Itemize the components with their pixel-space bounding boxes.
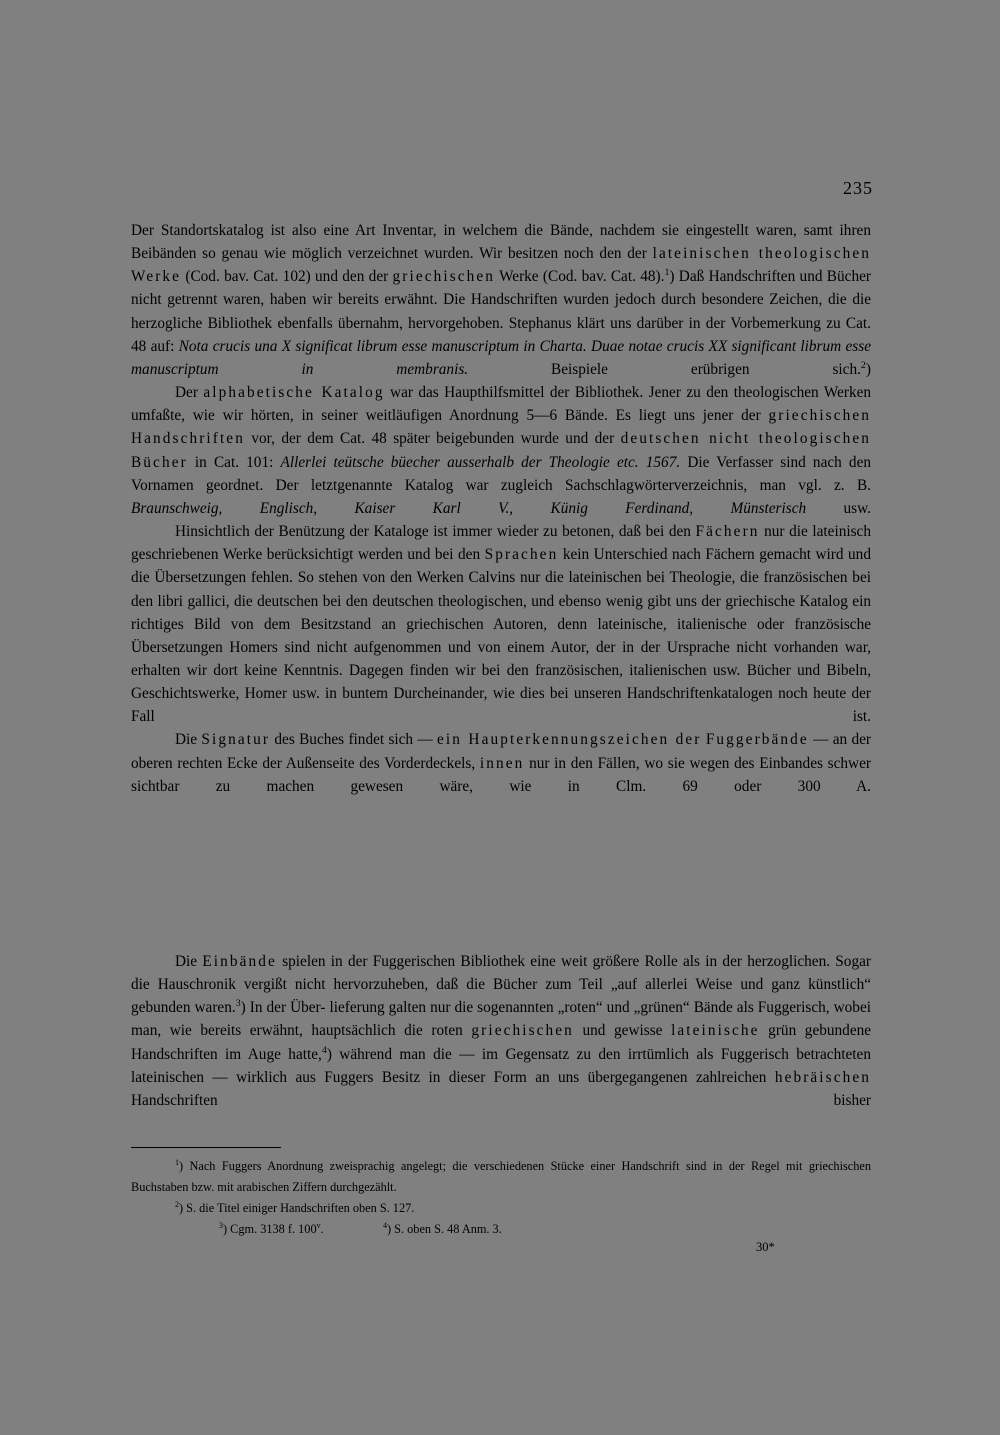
spaced-term: alphabetische Katalog <box>203 384 385 402</box>
text-line: Die <box>175 731 198 749</box>
text-line: war das Haupthilfsmittel der Bibliothek. Jener zu <box>390 384 701 402</box>
text-line: usw. <box>843 499 872 517</box>
footnote-text: . <box>320 1222 324 1236</box>
text-line: gewesen wäre, wie in Clm. 69 oder 300 A. <box>350 777 871 795</box>
spaced-term: hebräischen <box>774 1068 871 1086</box>
paragraph-benuetzung <box>131 520 871 728</box>
page-number: 235 <box>843 178 873 198</box>
spaced-term: lateinischen theologischen Werke <box>131 245 871 286</box>
text-line: gibt uns der griechische Katalog ein richtiges Bild von dem Besitzstand an griechischen <box>131 592 871 633</box>
spaced-term: griechischen <box>392 268 496 286</box>
text-line: man vgl. z. B. <box>759 476 871 494</box>
footnote-text: ) Nach Fuggers Anordnung zweisprachig angelegt; die verschiedenen Stücke einer Handschrift <box>179 1159 680 1173</box>
footnote-mark: 4 <box>383 1220 387 1230</box>
keyword-examples: Braunschweig, Englisch, Kaiser Karl V., Künig Ferdinand, Münsterisch <box>131 499 807 517</box>
text-line: in der herzoglichen. Sogar die Hauschronik vergißt nicht hervorzuheben, daß die Bücher <box>131 953 871 994</box>
spaced-term: lateinische <box>671 1022 760 1040</box>
text-line: ) <box>865 360 871 378</box>
text-line: ) Daß Handschriften und Bücher <box>669 268 871 286</box>
text-line: bei den libri gallici, die deutschen bei den deutschen theologischen, und ebenso wenig <box>131 569 871 610</box>
footnote-separator <box>131 1147 281 1148</box>
text-line: Stephanus klärt uns darüber in der Vorbemerkung zu Cat. 48 auf: <box>131 314 871 355</box>
text-line: Der <box>175 384 198 402</box>
paragraph-signatur <box>131 728 871 797</box>
paragraph-alphabetischer-katalog <box>131 381 871 520</box>
text-line: aufgenommen und von einem Autor, der in der Ursprache nicht vorhanden war, erhalten <box>131 638 872 679</box>
text-line: 5—6 Bände. Es liegt uns jener der <box>526 407 761 425</box>
paragraph-standortskatalog <box>131 219 871 381</box>
text-line: Die <box>175 953 198 970</box>
text-line: vor, der dem Cat. 48 <box>251 430 387 448</box>
text-line: in dieser Form an uns übergegangenen zahlreichen <box>428 1068 767 1086</box>
footnote-ref: 2 <box>860 359 866 371</box>
text-line: Autoren, denn lateinische, italienische oder französische Übersetzungen Homers sind nicht <box>131 615 872 656</box>
text-line: Vornamen geordnet. Der letztgenannte Katalog war zugleich Sachschlagwörterverzeichnis, <box>131 476 748 494</box>
main-text-lower <box>131 950 871 1112</box>
main-text-upper <box>131 219 871 798</box>
footnote-ref: 3 <box>235 998 241 1010</box>
text-line: unseren Handschriftenkatalogen noch heute der Fall ist. <box>131 685 871 726</box>
footnote-2 <box>131 1198 871 1219</box>
text-line: Werke (Cod. bav. Cat. 48). <box>499 268 665 286</box>
text-line: man, wie bereits erwähnt, hauptsächlich die roten <box>131 1022 463 1040</box>
text-line: Bücher und Bibeln, Geschichtswerke, Homer usw. in buntem Durcheinander, wie dies bei <box>131 661 872 703</box>
footnotes <box>131 1156 871 1240</box>
text-line: nur in den Fällen, wo sie wegen des Einbandes schwer sichtbar zu machen <box>131 754 871 795</box>
spaced-term: Fächern <box>695 523 760 541</box>
footnote-mark: 3 <box>219 1220 223 1230</box>
latin-quote: Nota crucis una X <box>178 337 292 355</box>
text-line: in Cat. 101: <box>194 453 274 471</box>
spaced-term: ein Haupterkennungszeichen der <box>437 731 702 749</box>
text-line: den theologischen Werken umfaßte, wie wir hörten, in seiner weitläufigen Anordnung <box>131 384 872 425</box>
text-line: Der Standortskatalog ist also eine Art Inventar, in welchem die Bände, nachdem sie <box>131 222 679 239</box>
text-line: — an der oberen rechten Ecke der Außenseite des Vorderdeckels, <box>131 731 872 772</box>
footnote-ref: 4 <box>321 1044 327 1056</box>
footnote-ref: 1 <box>664 267 670 279</box>
text-line: Wir besitzen noch den der <box>479 245 647 263</box>
text-line: des Buches findet sich — <box>274 731 433 749</box>
spaced-term: Einbände <box>202 953 277 970</box>
text-line: (Cod. bav. Cat. 102) <box>185 268 311 286</box>
text-line: wir dort keine Kenntnis. Dagegen finden wir bei den französischen, italienischen usw. <box>186 661 741 679</box>
footnote-text: ) Cgm. 3138 f. 100 <box>223 1222 317 1236</box>
footnote-4 <box>383 1222 502 1236</box>
text-line: besondere Zeichen, die die herzogliche Bibliothek ebenfalls übernahm, hervorgehoben. <box>131 291 872 332</box>
catalog-title: Allerlei teütsche büecher ausserhalb der Theologie etc. 1567. <box>280 453 681 471</box>
folio-verso-mark: v <box>316 1220 321 1230</box>
text-line: Die Verfasser sind nach den <box>687 453 872 471</box>
text-line: kein Unterschied nach Fächern gemacht wird und die Übersetzungen fehlen. <box>131 546 871 587</box>
paragraph-einbaende <box>131 950 871 1112</box>
footnote-1 <box>131 1156 871 1198</box>
text-line: nur die lateinisch geschriebenen Werke berücksichtigt werden und bei den <box>131 523 871 564</box>
latin-quote: esse manuscriptum in membranis. <box>131 337 871 378</box>
spaced-term: deutschen nicht theologischen Bücher <box>131 430 872 471</box>
text-line: Hinsichtlich der Benützung der Kataloge ist immer wieder zu betonen, daß bei den <box>175 523 691 541</box>
spaced-term: Fuggerbände <box>705 731 809 749</box>
footnote-3 <box>175 1219 383 1240</box>
text-line: Handschriften bisher <box>131 1091 871 1109</box>
text-line: nicht getrennt waren, haben wir bereits erwähnt. Die Handschriften wurden jedoch durch <box>131 291 696 309</box>
footnote-3-4 <box>131 1219 871 1240</box>
signature-mark: 30* <box>756 1240 775 1254</box>
text-line: und gewisse <box>582 1022 663 1040</box>
text-line: grün gebundene Handschriften im Auge hatte, <box>131 1022 872 1063</box>
text-line: ) während man die — im Gegensatz zu <box>326 1045 591 1063</box>
text-line: später beigebunden wurde und der <box>393 430 615 448</box>
footnote-text: ) S. die Titel einiger Handschriften oben S. 127. <box>179 1201 415 1215</box>
text-line: den irrtümlich als Fuggerisch betrachteten lateinischen — wirklich aus Fuggers Besitz <box>131 1045 871 1086</box>
spaced-term: Signatur <box>201 731 271 749</box>
text-line: Beispiele erübrigen sich. <box>551 360 861 378</box>
text-line: ) In der Über- <box>240 999 326 1017</box>
spaced-term: Sprachen <box>484 546 559 564</box>
text-line: spielen in der Fuggerischen Bibliothek eine weit größere Rolle als <box>282 953 700 970</box>
footnote-mark: 1 <box>175 1157 179 1167</box>
text-line: lieferung galten nur die sogenannten „roten“ und „grünen“ Bände als Fuggerisch, wobei <box>329 999 871 1017</box>
text-line: und den der <box>315 268 389 286</box>
spaced-term: griechischen Handschriften <box>131 407 872 448</box>
footnote-mark: 2 <box>175 1199 179 1209</box>
spaced-term: innen <box>479 754 525 772</box>
footnote-text: sind in der Regel mit griechischen Buchstaben bzw. mit arabischen Ziffern durchgezählt. <box>131 1159 871 1194</box>
text-line: So stehen von den Werken Calvins nur die lateinischen bei Theologie, die französischen <box>297 569 848 587</box>
text-line: eingestellt waren, samt ihren Beibänden so genau wie möglich verzeichnet wurden. <box>131 222 871 263</box>
latin-quote: significat librum esse manuscriptum in Charta. Duae notae crucis XX significant librum <box>295 337 842 355</box>
spaced-term: griechischen <box>471 1022 574 1040</box>
text-line: zum Teil „auf allerlei Weise und ganz künstlich“ gebunden waren. <box>131 976 872 1017</box>
footnote-text: ) S. oben S. 48 Anm. 3. <box>387 1222 502 1236</box>
